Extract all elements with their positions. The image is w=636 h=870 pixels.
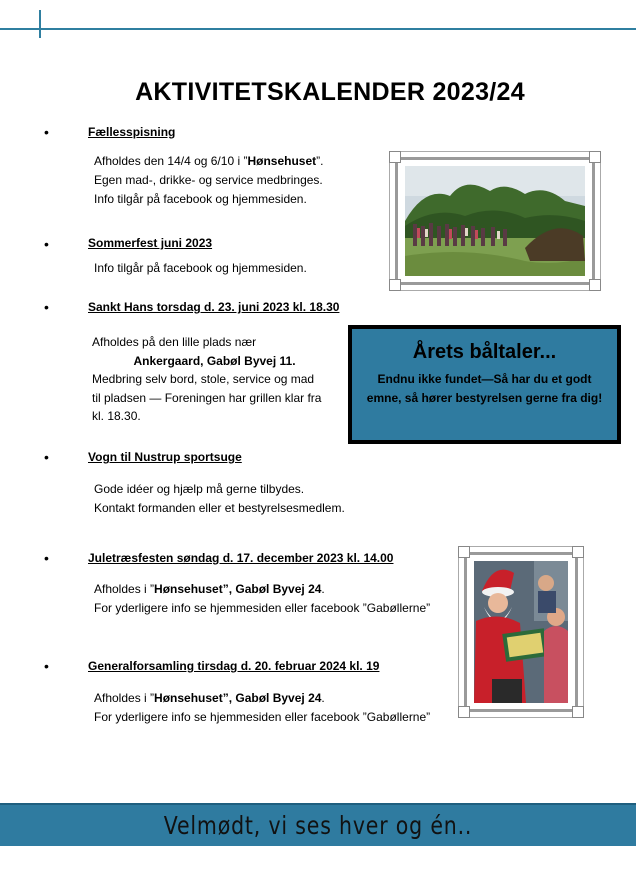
santa-photo xyxy=(474,561,568,703)
list-bullet: • xyxy=(44,550,49,566)
list-bullet: • xyxy=(44,236,49,252)
item-body-juletraesfest: Afholdes i ”Hønsehuset”, Gabøl Byvej 24. For yderligere info se hjemmesiden eller facebook ”Gabøllerne” xyxy=(94,582,431,615)
list-bullet: • xyxy=(44,299,49,315)
gathering-photo xyxy=(405,166,585,276)
callout-box xyxy=(348,325,621,444)
item-body-generalforsamling: Afholdes i ”Hønsehuset”, Gabøl Byvej 24. For yderligere info se hjemmesiden eller facebook ”Gabøllerne” xyxy=(94,691,431,724)
item-heading-generalforsamling: Generalforsamling tirsdag d. 20. februar 2024 kl. 19 xyxy=(88,659,380,673)
item-heading-juletraesfest: Juletræsfesten søndag d. 17. december 2023 kl. 14.00 xyxy=(88,551,394,565)
item-heading-sommerfest: Sommerfest juni 2023 xyxy=(88,236,213,250)
photo-frame-outdoor xyxy=(389,151,601,291)
header-rule xyxy=(0,28,636,30)
photo-frame-santa xyxy=(458,546,584,718)
footer-banner xyxy=(0,803,636,846)
footer-text: Velmødt, vi ses hver og én.. xyxy=(163,811,473,840)
item-body-sankt-hans: Afholdes på den lille plads nær Ankergaard, Gabøl Byvej 11. Medbring selv bord, stole, service og mad til pladsen — Foreningen har grillen klar fra kl. 18.30. xyxy=(92,335,322,423)
item-heading-vogn: Vogn til Nustrup sportsuge xyxy=(88,450,242,464)
item-body-sommerfest: Info tilgår på facebook og hjemmesiden. xyxy=(94,261,307,275)
list-bullet: • xyxy=(44,124,49,140)
item-body-faellesspisning: Afholdes den 14/4 og 6/10 i ”Hønsehuset”. Egen mad-, drikke- og service medbringes. Info tilgår på facebook og hjemmesiden. xyxy=(94,154,324,206)
list-bullet: • xyxy=(44,658,49,674)
header-tick xyxy=(39,10,41,38)
callout-heading: Årets båltaler... xyxy=(412,341,557,363)
item-heading-sankt-hans: Sankt Hans torsdag d. 23. juni 2023 kl. 18.30 xyxy=(88,300,340,314)
callout-text: Endnu ikke fundet—Så har du et godt emne, så hører bestyrelsen gerne fra dig! xyxy=(366,372,603,405)
page-title: AKTIVITETSKALENDER 2023/24 xyxy=(135,78,525,106)
item-heading-faellesspisning: Fællesspisning xyxy=(88,125,176,139)
list-bullet: • xyxy=(44,449,49,465)
item-body-vogn: Gode idéer og hjælp må gerne tilbydes. Kontakt formanden eller et bestyrelsesmedlem. xyxy=(94,482,345,515)
